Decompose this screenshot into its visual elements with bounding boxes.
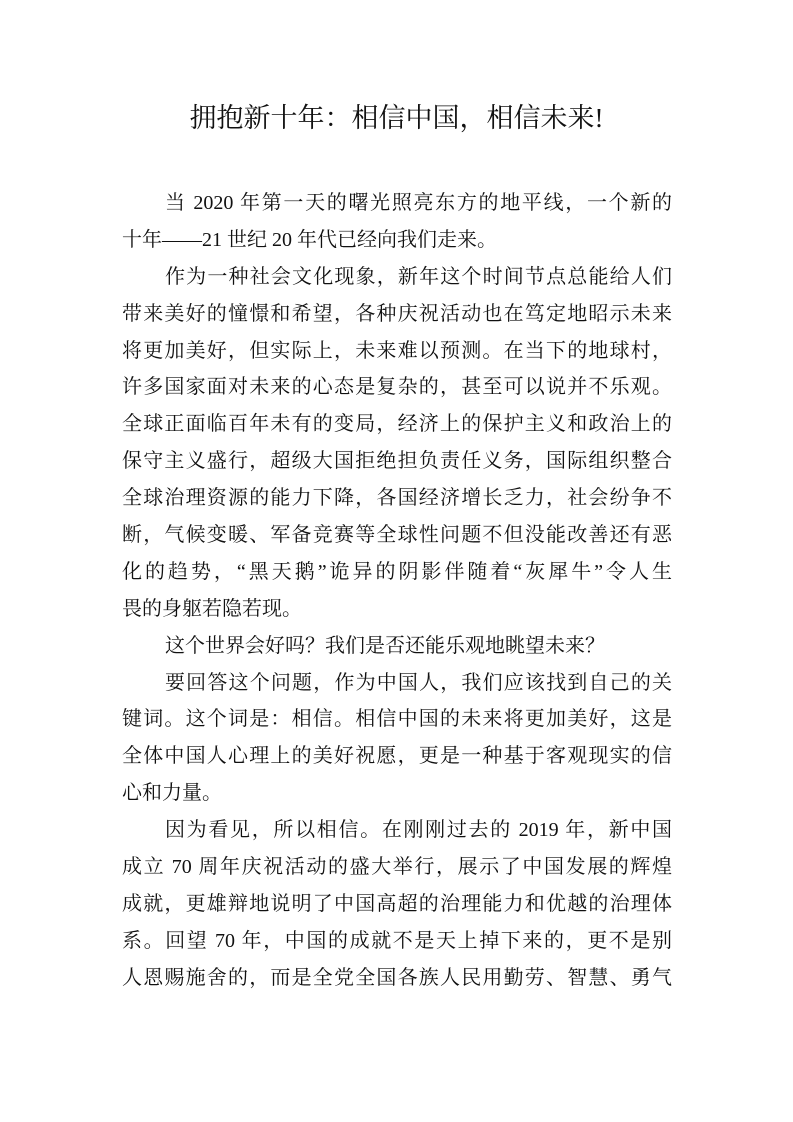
text-line: 这个世界会好吗？我们是否还能乐观地眺望未来？ [165,634,605,657]
text-line: 畏的身躯若隐若现。 [122,597,302,620]
text-line: 人恩赐施舍的，而是全党全国各族人民用勤劳、智慧、勇气 [122,966,672,989]
text-line: 成就，更雄辩地说明了中国高超的治理能力和优越的治理体 [122,892,672,915]
text-line: 十年——21 世纪 20 年代已经向我们走来。 [122,228,497,251]
text-line: 心和力量。 [122,782,222,805]
text-line: 全球正面临百年未有的变局，经济上的保护主义和政治上的 [122,413,672,436]
text-line: 许多国家面对未来的心态是复杂的，甚至可以说并不乐观。 [122,376,672,399]
paragraph [122,259,672,628]
text-line: 断，气候变暖、军备竞赛等全球性问题不但没能改善还有恶 [122,524,672,547]
paragraph [122,185,672,259]
text-line: 保守主义盛行，超级大国拒绝担负责任义务，国际组织整合 [122,450,672,473]
text-line: 将更加美好，但实际上，未来难以预测。在当下的地球村， [122,339,672,362]
text-line: 系。回望 70 年，中国的成就不是天上掉下来的，更不是别 [122,929,672,952]
paragraph [122,665,672,813]
text-line: 作为一种社会文化现象，新年这个时间节点总能给人们 [165,265,672,288]
text-line: 当 2020 年第一天的曙光照亮东方的地平线，一个新的 [165,192,672,214]
text-line: 全球治理资源的能力下降，各国经济增长乏力，社会纷争不 [122,487,672,510]
text-line: 成立 70 周年庆祝活动的盛大举行，展示了中国发展的辉煌 [122,856,672,879]
document-body [122,185,672,997]
text-line: 化的趋势，“黑天鹅”诡异的阴影伴随着“灰犀牛”令人生 [122,560,672,583]
text-line: 全体中国人心理上的美好祝愿，更是一种基于客观现实的信 [122,745,672,768]
text-line: 带来美好的憧憬和希望，各种庆祝活动也在笃定地昭示未来 [122,302,672,325]
paragraph [122,628,672,665]
text-line: 因为看见，所以相信。在刚刚过去的 2019 年，新中国 [165,819,672,842]
text-line: 键词。这个词是：相信。相信中国的未来将更加美好，这是 [122,708,672,731]
text-line: 要回答这个问题，作为中国人，我们应该找到自己的关 [165,671,672,694]
document-title: 拥抱新十年：相信中国，相信未来! [189,103,604,133]
paragraph [122,812,672,996]
